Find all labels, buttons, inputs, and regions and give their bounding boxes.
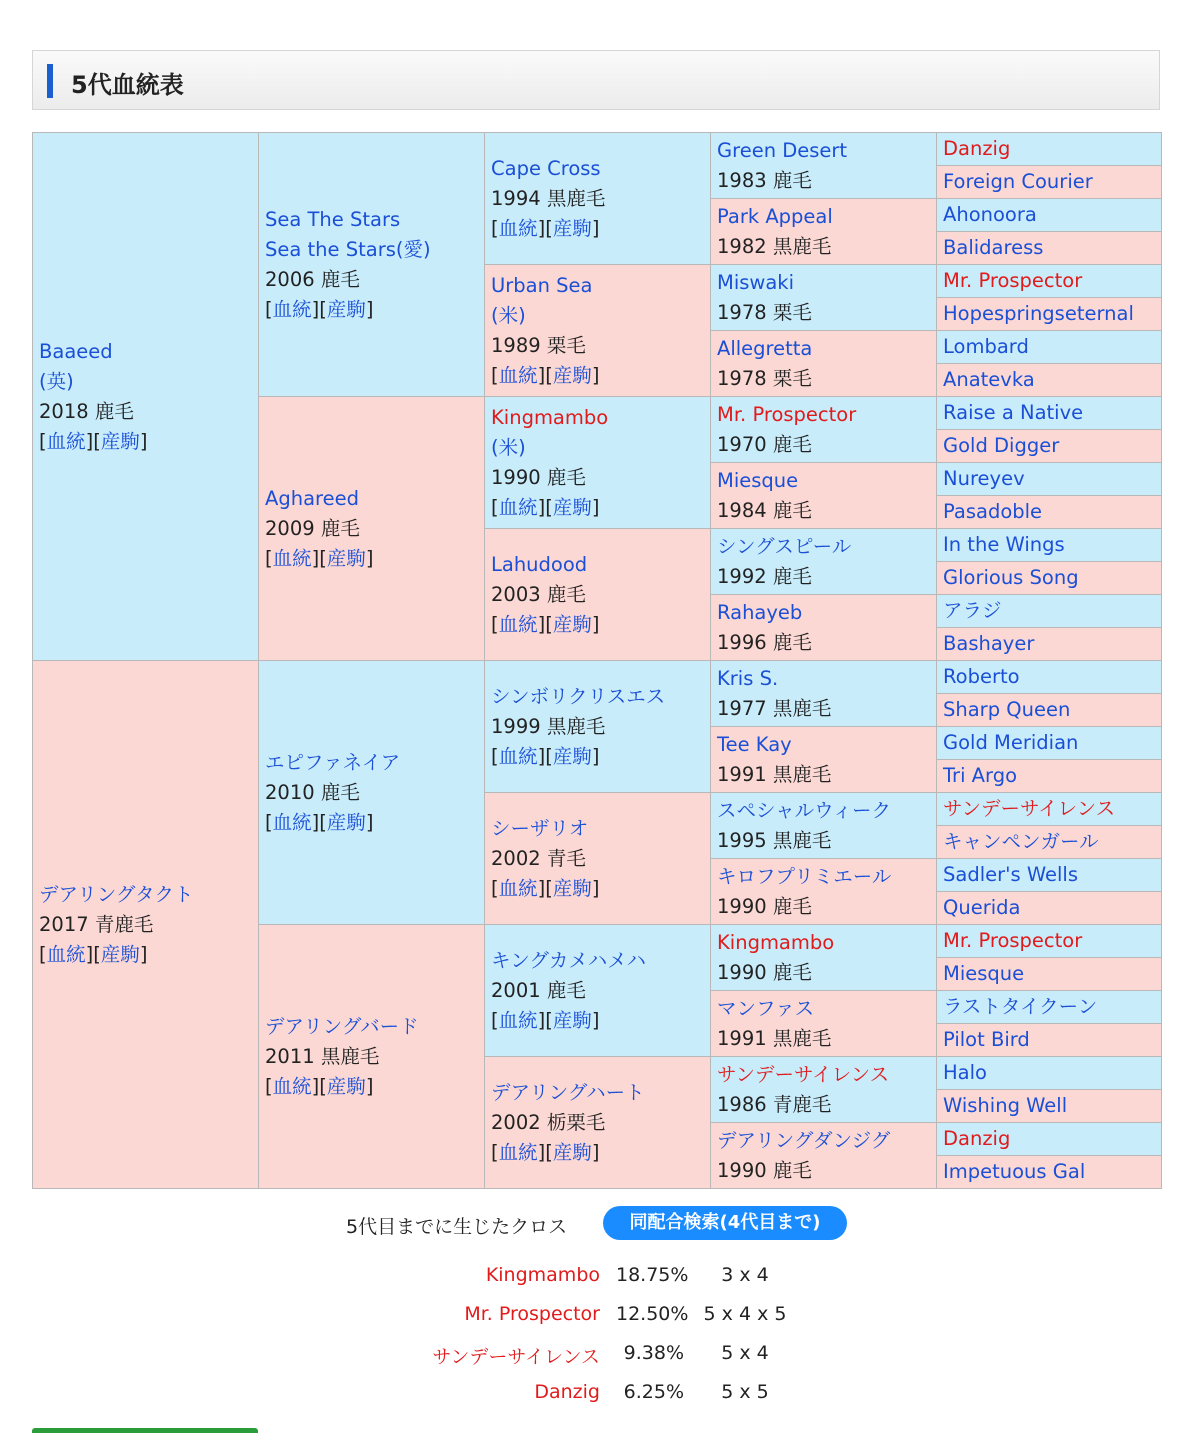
horse-birth-color: 2001 鹿毛 bbox=[491, 978, 586, 1002]
pedigree-cell-gen5 bbox=[936, 363, 1162, 397]
horse-name-link[interactable]: サンデーサイレンス bbox=[943, 797, 1116, 820]
pedigree-link[interactable]: 血統 bbox=[498, 1008, 538, 1032]
pedigree-cell-gen5 bbox=[936, 429, 1162, 463]
pedigree-cell-gen4 bbox=[710, 330, 937, 397]
horse-links: [血統][産駒] bbox=[265, 546, 374, 570]
horse-name-link[interactable]: Cape Cross bbox=[491, 156, 601, 180]
section-header bbox=[32, 50, 1160, 110]
pedigree-cell-gen5 bbox=[936, 1089, 1162, 1123]
horse-name-link[interactable]: Nureyev bbox=[943, 467, 1025, 490]
offspring-link[interactable]: 産駒 bbox=[552, 495, 592, 519]
horse-birth-color: 1996 鹿毛 bbox=[717, 630, 812, 654]
horse-name-link[interactable]: Aghareed bbox=[265, 486, 359, 510]
pedigree-cell-gen4 bbox=[710, 594, 937, 661]
pedigree-cell-gen5 bbox=[936, 561, 1162, 595]
horse-birth-color: 1970 鹿毛 bbox=[717, 432, 812, 456]
horse-links: [血統][産駒] bbox=[491, 495, 600, 519]
horse-name-link[interactable]: Miesque bbox=[943, 962, 1025, 985]
horse-name-link[interactable]: (米) bbox=[491, 435, 526, 459]
pedigree-cell-gen5 bbox=[936, 858, 1162, 892]
cross-row bbox=[0, 1264, 1184, 1296]
pedigree-cell-gen5 bbox=[936, 495, 1162, 529]
pedigree-cell-gen4 bbox=[710, 726, 937, 793]
horse-name-link[interactable]: In the Wings bbox=[943, 533, 1065, 556]
pedigree-link[interactable]: 血統 bbox=[498, 216, 538, 240]
offspring-link[interactable]: 産駒 bbox=[326, 297, 366, 321]
offspring-link[interactable]: 産駒 bbox=[552, 612, 592, 636]
offspring-link[interactable]: 産駒 bbox=[326, 546, 366, 570]
horse-name-link[interactable]: スペシャルウィーク bbox=[717, 798, 891, 822]
horse-birth-color: 1992 鹿毛 bbox=[717, 564, 812, 588]
horse-name-link[interactable]: Kingmambo bbox=[717, 930, 835, 954]
pedigree-cell-gen3 bbox=[484, 264, 711, 397]
pedigree-cell-gen5 bbox=[936, 792, 1162, 826]
pedigree-link[interactable]: 血統 bbox=[272, 1074, 312, 1098]
cross-horse-name[interactable]: サンデーサイレンス bbox=[432, 1346, 600, 1368]
horse-birth-color: 2002 栃栗毛 bbox=[491, 1110, 606, 1134]
horse-name-link[interactable]: Green Desert bbox=[717, 138, 848, 162]
pedigree-link[interactable]: 血統 bbox=[498, 744, 538, 768]
pedigree-cell-gen5 bbox=[936, 231, 1162, 265]
horse-links: [血統][産駒] bbox=[265, 1074, 374, 1098]
cross-horse-name[interactable]: Mr. Prospector bbox=[464, 1303, 600, 1325]
horse-links: [血統][産駒] bbox=[265, 810, 374, 834]
horse-name-link[interactable]: シングスピール bbox=[717, 534, 852, 558]
horse-birth-color: 1991 黒鹿毛 bbox=[717, 1026, 832, 1050]
pedigree-cell-gen1 bbox=[32, 132, 259, 661]
horse-name-link[interactable]: Tee Kay bbox=[717, 732, 792, 756]
pedigree-cell-gen4 bbox=[710, 198, 937, 265]
offspring-link[interactable]: 産駒 bbox=[552, 744, 592, 768]
pedigree-table bbox=[32, 132, 1162, 1188]
horse-name-link[interactable]: キングカメハメハ bbox=[491, 948, 647, 972]
pedigree-link[interactable]: 血統 bbox=[498, 495, 538, 519]
pedigree-cell-gen3 bbox=[484, 396, 711, 529]
horse-name-link[interactable]: Pilot Bird bbox=[943, 1028, 1030, 1051]
pedigree-cell-gen4 bbox=[710, 462, 937, 529]
horse-name-link[interactable]: Urban Sea bbox=[491, 273, 593, 297]
horse-birth-color: 1990 鹿毛 bbox=[717, 1158, 812, 1182]
pedigree-cell-gen5 bbox=[936, 594, 1162, 628]
horse-name-link[interactable]: デアリングダンジグ bbox=[717, 1128, 891, 1152]
pedigree-link[interactable]: 血統 bbox=[272, 810, 312, 834]
cross-row bbox=[0, 1381, 1184, 1413]
horse-name-link[interactable]: キャンペンガール bbox=[943, 830, 1099, 853]
pedigree-cell-gen5 bbox=[936, 198, 1162, 232]
horse-name-link[interactable]: Mr. Prospector bbox=[943, 929, 1083, 952]
horse-name-link[interactable]: (米) bbox=[491, 303, 526, 327]
horse-name-link[interactable]: Hopespringseternal bbox=[943, 302, 1134, 325]
horse-name-link[interactable]: Impetuous Gal bbox=[943, 1160, 1086, 1183]
pedigree-cell-gen4 bbox=[710, 792, 937, 859]
pedigree-cell-gen1 bbox=[32, 660, 259, 1189]
horse-name-link[interactable]: Balidaress bbox=[943, 236, 1044, 259]
offspring-link[interactable]: 産駒 bbox=[552, 1008, 592, 1032]
pedigree-cell-gen4 bbox=[710, 264, 937, 331]
pedigree-cell-gen5 bbox=[936, 957, 1162, 991]
pedigree-cell-gen5 bbox=[936, 1155, 1162, 1189]
horse-name-link[interactable]: Roberto bbox=[943, 665, 1020, 688]
horse-links: [血統][産駒] bbox=[491, 744, 600, 768]
horse-name-link[interactable]: Raise a Native bbox=[943, 401, 1084, 424]
pedigree-cell-gen3 bbox=[484, 1056, 711, 1189]
horse-birth-color: 2017 青鹿毛 bbox=[39, 912, 154, 936]
offspring-link[interactable]: 産駒 bbox=[326, 810, 366, 834]
pedigree-cell-gen2 bbox=[258, 396, 485, 661]
cross-percentage: 12.50% bbox=[616, 1303, 689, 1325]
horse-name-link[interactable]: マンファス bbox=[717, 996, 815, 1020]
offspring-link[interactable]: 産駒 bbox=[552, 876, 592, 900]
pedigree-cell-gen5 bbox=[936, 528, 1162, 562]
pedigree-cell-gen5 bbox=[936, 693, 1162, 727]
horse-birth-color: 1977 黒鹿毛 bbox=[717, 696, 832, 720]
pedigree-cell-gen5 bbox=[936, 726, 1162, 760]
horse-birth-color: 1978 栗毛 bbox=[717, 300, 812, 324]
horse-name-link[interactable]: サンデーサイレンス bbox=[717, 1062, 890, 1086]
horse-links: [血統][産駒] bbox=[265, 297, 374, 321]
pedigree-cell-gen4 bbox=[710, 660, 937, 727]
pedigree-cell-gen3 bbox=[484, 792, 711, 925]
horse-name-link[interactable]: Baaeed bbox=[39, 339, 113, 363]
horse-birth-color: 1986 青鹿毛 bbox=[717, 1092, 832, 1116]
horse-birth-color: 1995 黒鹿毛 bbox=[717, 828, 832, 852]
horse-name-link[interactable]: Anatevka bbox=[943, 368, 1035, 391]
horse-name-link[interactable]: Miesque bbox=[717, 468, 799, 492]
pedigree-link[interactable]: 血統 bbox=[498, 612, 538, 636]
horse-name-link[interactable]: Gold Meridian bbox=[943, 731, 1079, 754]
horse-name-link[interactable]: Gold Digger bbox=[943, 434, 1060, 457]
horse-birth-color: 1984 鹿毛 bbox=[717, 498, 812, 522]
horse-birth-color: 2018 鹿毛 bbox=[39, 399, 134, 423]
pedigree-cell-gen4 bbox=[710, 1122, 937, 1189]
cross-generations: 3 x 4 bbox=[721, 1264, 769, 1286]
pedigree-link[interactable]: 血統 bbox=[272, 297, 312, 321]
pedigree-cell-gen5 bbox=[936, 627, 1162, 661]
horse-name-link[interactable]: Pasadoble bbox=[943, 500, 1043, 523]
cross-row bbox=[0, 1342, 1184, 1374]
horse-name-link[interactable]: Sea the Stars(愛) bbox=[265, 237, 431, 261]
horse-links: [血統][産駒] bbox=[491, 1140, 600, 1164]
cross-generations: 5 x 5 bbox=[721, 1381, 769, 1403]
horse-name-link[interactable]: デアリングタクト bbox=[39, 882, 194, 906]
cross-generations: 5 x 4 bbox=[721, 1342, 769, 1364]
pedigree-cell-gen2 bbox=[258, 132, 485, 397]
horse-name-link[interactable]: ラストタイクーン bbox=[943, 995, 1098, 1018]
horse-name-link[interactable]: (英) bbox=[39, 369, 74, 393]
pedigree-cell-gen5 bbox=[936, 132, 1162, 166]
horse-links: [血統][産駒] bbox=[491, 1008, 600, 1032]
horse-links: [血統][産駒] bbox=[39, 429, 148, 453]
horse-birth-color: 2010 鹿毛 bbox=[265, 780, 360, 804]
horse-name-link[interactable]: エピファネイア bbox=[265, 750, 401, 774]
pedigree-cell-gen5 bbox=[936, 990, 1162, 1024]
pedigree-cell-gen3 bbox=[484, 924, 711, 1057]
pedigree-cell-gen3 bbox=[484, 528, 711, 661]
horse-name-link[interactable]: デアリングハート bbox=[491, 1080, 645, 1104]
pedigree-cell-gen4 bbox=[710, 396, 937, 463]
horse-birth-color: 2003 鹿毛 bbox=[491, 582, 586, 606]
horse-links: [血統][産駒] bbox=[491, 876, 600, 900]
pedigree-cell-gen5 bbox=[936, 462, 1162, 496]
pedigree-link[interactable]: 血統 bbox=[498, 363, 538, 387]
horse-birth-color: 1990 鹿毛 bbox=[491, 465, 586, 489]
horse-birth-color: 1978 栗毛 bbox=[717, 366, 812, 390]
horse-name-link[interactable]: Wishing Well bbox=[943, 1094, 1068, 1117]
pedigree-link[interactable]: 血統 bbox=[272, 546, 312, 570]
section-title: 5代血統表 bbox=[71, 71, 184, 99]
pedigree-cell-gen3 bbox=[484, 660, 711, 793]
header-accent-bar bbox=[47, 64, 53, 98]
horse-name-link[interactable]: Tri Argo bbox=[943, 764, 1018, 787]
pedigree-cell-gen4 bbox=[710, 1056, 937, 1123]
horse-name-link[interactable]: Sea The Stars bbox=[265, 207, 401, 231]
horse-name-link[interactable]: Bashayer bbox=[943, 632, 1035, 655]
cross-percentage: 18.75% bbox=[616, 1264, 689, 1286]
pedigree-link[interactable]: 血統 bbox=[46, 429, 86, 453]
pedigree-cell-gen5 bbox=[936, 165, 1162, 199]
horse-name-link[interactable]: Mr. Prospector bbox=[943, 269, 1083, 292]
pedigree-link[interactable]: 血統 bbox=[46, 942, 86, 966]
pedigree-cell-gen2 bbox=[258, 660, 485, 925]
pedigree-cell-gen5 bbox=[936, 759, 1162, 793]
horse-name-link[interactable]: Rahayeb bbox=[717, 600, 803, 624]
same-mating-search-button[interactable]: 同配合検索(4代目まで) bbox=[603, 1206, 847, 1240]
pedigree-cell-gen4 bbox=[710, 924, 937, 991]
horse-name-link[interactable]: Kingmambo bbox=[491, 405, 609, 429]
horse-links: [血統][産駒] bbox=[491, 612, 600, 636]
pedigree-cell-gen5 bbox=[936, 396, 1162, 430]
horse-birth-color: 1989 栗毛 bbox=[491, 333, 586, 357]
pedigree-cell-gen5 bbox=[936, 924, 1162, 958]
pedigree-cell-gen4 bbox=[710, 858, 937, 925]
horse-birth-color: 2002 青毛 bbox=[491, 846, 586, 870]
cross-percentage: 9.38% bbox=[623, 1342, 684, 1364]
offspring-link[interactable]: 産駒 bbox=[552, 1140, 592, 1164]
pedigree-cell-gen4 bbox=[710, 528, 937, 595]
horse-name-link[interactable]: シーザリオ bbox=[491, 816, 589, 840]
pedigree-cell-gen5 bbox=[936, 825, 1162, 859]
cross-generations: 5 x 4 x 5 bbox=[703, 1303, 787, 1325]
pedigree-cell-gen5 bbox=[936, 1056, 1162, 1090]
horse-name-link[interactable]: Querida bbox=[943, 896, 1021, 919]
horse-name-link[interactable]: Sadler's Wells bbox=[943, 863, 1078, 886]
horse-name-link[interactable]: Mr. Prospector bbox=[717, 402, 857, 426]
horse-name-link[interactable]: キロフプリミエール bbox=[717, 864, 892, 888]
pedigree-cell-gen4 bbox=[710, 990, 937, 1057]
offspring-link[interactable]: 産駒 bbox=[100, 942, 140, 966]
horse-name-link[interactable]: Kris S. bbox=[717, 666, 779, 690]
cross-horse-name[interactable]: Danzig bbox=[534, 1381, 600, 1403]
pedigree-cell-gen2 bbox=[258, 924, 485, 1189]
offspring-link[interactable]: 産駒 bbox=[552, 363, 592, 387]
pedigree-link[interactable]: 血統 bbox=[498, 876, 538, 900]
cross-percentage: 6.25% bbox=[623, 1381, 684, 1403]
cross-horse-name[interactable]: Kingmambo bbox=[485, 1264, 600, 1286]
horse-name-link[interactable]: Park Appeal bbox=[717, 204, 833, 228]
horse-birth-color: 1991 黒鹿毛 bbox=[717, 762, 832, 786]
horse-birth-color: 2011 黒鹿毛 bbox=[265, 1044, 380, 1068]
pedigree-cell-gen5 bbox=[936, 330, 1162, 364]
horse-name-link[interactable]: Halo bbox=[943, 1061, 987, 1084]
horse-name-link[interactable]: デアリングバード bbox=[265, 1014, 419, 1038]
horse-birth-color: 1994 黒鹿毛 bbox=[491, 186, 606, 210]
offspring-link[interactable]: 産駒 bbox=[100, 429, 140, 453]
horse-name-link[interactable]: Allegretta bbox=[717, 336, 813, 360]
pedigree-cell-gen5 bbox=[936, 891, 1162, 925]
horse-birth-color: 1990 鹿毛 bbox=[717, 960, 812, 984]
pedigree-cell-gen5 bbox=[936, 1122, 1162, 1156]
horse-name-link[interactable]: アラジ bbox=[943, 599, 1002, 622]
horse-links: [血統][産駒] bbox=[491, 216, 600, 240]
horse-links: [血統][産駒] bbox=[39, 942, 148, 966]
horse-name-link[interactable]: Miswaki bbox=[717, 270, 795, 294]
horse-birth-color: 1990 鹿毛 bbox=[717, 894, 812, 918]
pedigree-link[interactable]: 血統 bbox=[498, 1140, 538, 1164]
horse-birth-color: 2009 鹿毛 bbox=[265, 516, 360, 540]
horse-name-link[interactable]: Danzig bbox=[943, 137, 1011, 160]
horse-name-link[interactable]: シンボリクリスエス bbox=[491, 684, 666, 708]
horse-name-link[interactable]: Glorious Song bbox=[943, 566, 1079, 589]
horse-birth-color: 2006 鹿毛 bbox=[265, 267, 360, 291]
offspring-link[interactable]: 産駒 bbox=[326, 1074, 366, 1098]
pedigree-cell-gen5 bbox=[936, 264, 1162, 298]
pedigree-cell-gen5 bbox=[936, 297, 1162, 331]
horse-birth-color: 1999 黒鹿毛 bbox=[491, 714, 606, 738]
offspring-link[interactable]: 産駒 bbox=[552, 216, 592, 240]
horse-birth-color: 1983 鹿毛 bbox=[717, 168, 812, 192]
pedigree-cell-gen4 bbox=[710, 132, 937, 199]
horse-links: [血統][産駒] bbox=[491, 363, 600, 387]
pedigree-cell-gen3 bbox=[484, 132, 711, 265]
pedigree-cell-gen5 bbox=[936, 660, 1162, 694]
horse-name-link[interactable]: Lahudood bbox=[491, 552, 588, 576]
footer-green-bar bbox=[32, 1428, 258, 1433]
horse-name-link[interactable]: Lombard bbox=[943, 335, 1029, 358]
horse-name-link[interactable]: Foreign Courier bbox=[943, 170, 1093, 193]
cross-label: 5代目までに生じたクロス bbox=[346, 1216, 568, 1238]
cross-row bbox=[0, 1303, 1184, 1335]
horse-name-link[interactable]: Danzig bbox=[943, 1127, 1011, 1150]
horse-birth-color: 1982 黒鹿毛 bbox=[717, 234, 832, 258]
horse-name-link[interactable]: Sharp Queen bbox=[943, 698, 1071, 721]
pedigree-cell-gen5 bbox=[936, 1023, 1162, 1057]
horse-name-link[interactable]: Ahonoora bbox=[943, 203, 1037, 226]
